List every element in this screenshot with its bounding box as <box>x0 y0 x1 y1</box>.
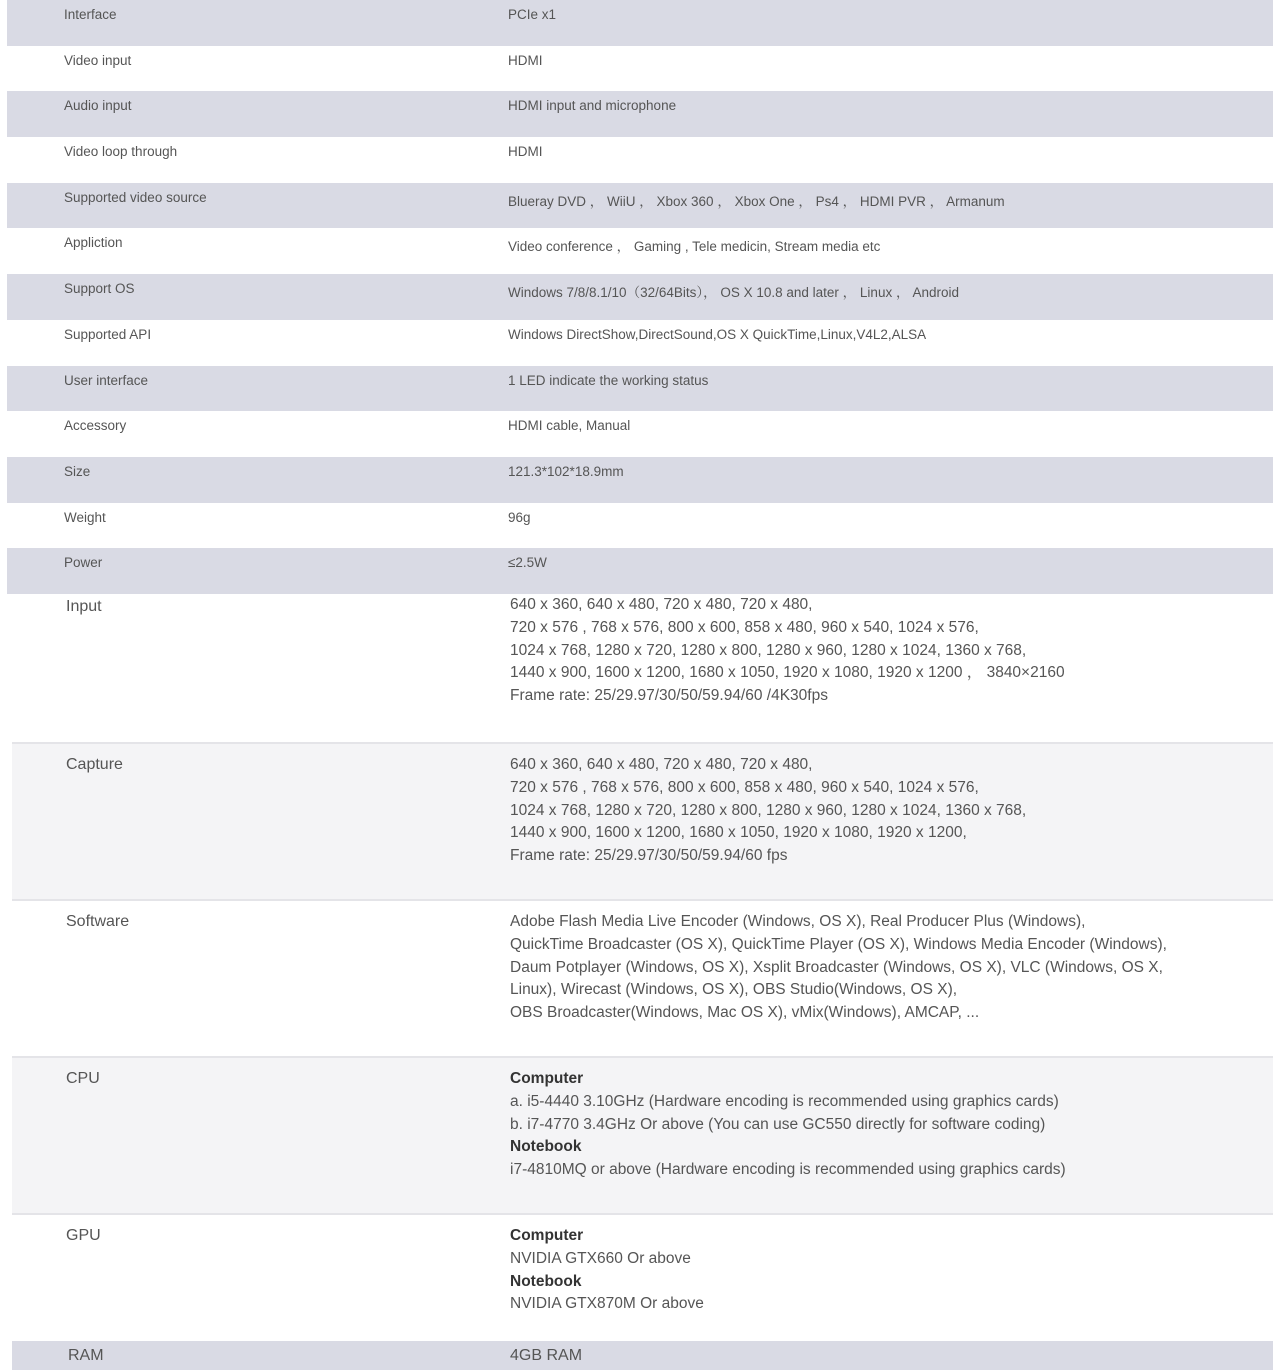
spec-label: Accessory <box>64 418 127 434</box>
spec-label: Audio input <box>64 98 132 114</box>
spec-label: Power <box>64 555 103 571</box>
spec-label: Size <box>64 463 91 479</box>
spec-value: Windows 7/8/8.1/10（32/64Bits）， OS X 10.8 and later ， Linux ， Android <box>508 285 959 301</box>
spec-line: Frame rate: 25/29.97/30/50/59.94/60 /4K30fps <box>510 687 828 705</box>
spec-value: 121.3*102*18.9mm <box>508 463 624 479</box>
spec-line: a. i5-4440 3.10GHz (Hardware encoding is recommended using graphics cards) <box>510 1092 1059 1110</box>
spec-value: HDMI input and microphone <box>508 98 677 114</box>
spec-line: 1440 x 900, 1600 x 1200, 1680 x 1050, 1920 x 1080, 1920 x 1200, <box>510 824 967 842</box>
spec-row-video-source <box>7 183 1273 229</box>
spec-block-input <box>12 594 1273 742</box>
spec-line: 1440 x 900, 1600 x 1200, 1680 x 1050, 1920 x 1080, 1920 x 1200 ， 3840×2160 <box>510 664 1065 682</box>
spec-row-ram <box>12 1341 1273 1370</box>
spec-line: 640 x 360, 640 x 480, 720 x 480, 720 x 480, <box>510 595 813 613</box>
spec-row-interface <box>7 0 1273 46</box>
spec-subheading: Computer <box>510 1069 584 1087</box>
spec-value: 96g <box>508 509 531 525</box>
spec-line: 1024 x 768, 1280 x 720, 1280 x 800, 1280 x 960, 1280 x 1024, 1360 x 768, <box>510 641 1027 659</box>
spec-label: Software <box>66 912 130 930</box>
spec-value-lines <box>510 1225 704 1316</box>
spec-label: Interface <box>64 7 117 22</box>
spec-label: GPU <box>66 1226 101 1244</box>
spec-label: Supported API <box>64 326 152 342</box>
spec-block-capture <box>12 742 1273 899</box>
spec-block-software <box>12 899 1273 1056</box>
spec-block-gpu <box>12 1213 1273 1341</box>
spec-label: RAM <box>68 1347 104 1364</box>
spec-label: Input <box>66 597 102 615</box>
spec-row-size <box>7 457 1273 503</box>
spec-subheading: Computer <box>510 1226 584 1244</box>
spec-value: HDMI <box>508 52 543 68</box>
spec-row-audio-input <box>7 91 1273 137</box>
spec-line: NVIDIA GTX870M Or above <box>510 1295 704 1313</box>
spec-value: HDMI cable, Manual <box>508 418 631 434</box>
spec-value: PCIe x1 <box>508 7 557 22</box>
spec-line: Linux), Wirecast (Windows, OS X), OBS Studio(Windows, OS X), <box>510 981 958 999</box>
spec-value: 4GB RAM <box>510 1347 583 1364</box>
spec-line: Frame rate: 25/29.97/30/50/59.94/60 fps <box>510 847 788 865</box>
spec-line: b. i7-4770 3.4GHz Or above (You can use GC550 directly for software coding) <box>510 1115 1046 1133</box>
spec-line: Daum Potplayer (Windows, OS X), Xsplit Broadcaster (Windows, OS X), VLC (Windows, OS X, <box>510 958 1163 976</box>
spec-line: 720 x 576 , 768 x 576, 800 x 600, 858 x 480, 960 x 540, 1024 x 576, <box>510 778 979 796</box>
spec-label: Weight <box>64 509 106 525</box>
spec-line: QuickTime Broadcaster (OS X), QuickTime Player (OS X), Windows Media Encoder (Windows), <box>510 935 1167 953</box>
spec-value-lines <box>510 1068 1066 1182</box>
spec-row-weight <box>0 503 1280 549</box>
spec-row-power <box>7 548 1273 594</box>
spec-line: NVIDIA GTX660 Or above <box>510 1249 691 1267</box>
spec-line: 1024 x 768, 1280 x 720, 1280 x 800, 1280 x 960, 1280 x 1024, 1360 x 768, <box>510 801 1027 819</box>
spec-value-lines <box>510 754 1026 868</box>
spec-value-lines <box>510 911 1167 1025</box>
spec-block-cpu <box>12 1056 1273 1213</box>
spec-row-video-input <box>0 46 1280 92</box>
spec-label: Video loop through <box>64 144 178 160</box>
spec-value: Blueray DVD ， WiiU ， Xbox 360 ， Xbox One ， Ps4 ， HDMI PVR ， Armanum <box>508 193 1005 209</box>
spec-value: ≤2.5W <box>508 555 547 571</box>
spec-subheading: Notebook <box>510 1272 582 1290</box>
spec-row-application <box>0 228 1280 274</box>
spec-row-support-os <box>7 274 1273 320</box>
spec-row-user-interface <box>7 366 1273 412</box>
spec-row-supported-api <box>0 320 1280 366</box>
spec-value: Video conference ， Gaming , Tele medicin, Stream media etc <box>508 239 881 255</box>
spec-value: Windows DirectShow,DirectSound,OS X QuickTime,Linux,V4L2,ALSA <box>508 326 927 342</box>
spec-label: CPU <box>66 1069 100 1087</box>
spec-subheading: Notebook <box>510 1138 582 1156</box>
spec-label: Capture <box>66 755 123 773</box>
spec-line: 720 x 576 , 768 x 576, 800 x 600, 858 x 480, 960 x 540, 1024 x 576, <box>510 618 979 636</box>
spec-label: Video input <box>64 52 132 68</box>
spec-line: OBS Broadcaster(Windows, Mac OS X), vMix(Windows), AMCAP, ... <box>510 1004 980 1022</box>
spec-label: Appliction <box>64 235 123 251</box>
spec-label: Support OS <box>64 281 135 297</box>
spec-row-video-loop <box>0 137 1280 183</box>
spec-label: User interface <box>64 372 149 388</box>
spec-label: Supported video source <box>64 189 207 205</box>
spec-line: Adobe Flash Media Live Encoder (Windows, OS X), Real Producer Plus (Windows), <box>510 912 1086 930</box>
spec-value: 1 LED indicate the working status <box>508 372 709 388</box>
spec-value: HDMI <box>508 144 543 160</box>
spec-value-lines <box>510 594 1065 708</box>
spec-line: i7-4810MQ or above (Hardware encoding is recommended using graphics cards) <box>510 1161 1066 1179</box>
spec-line: 640 x 360, 640 x 480, 720 x 480, 720 x 480, <box>510 755 813 773</box>
spec-row-accessory <box>0 411 1280 457</box>
